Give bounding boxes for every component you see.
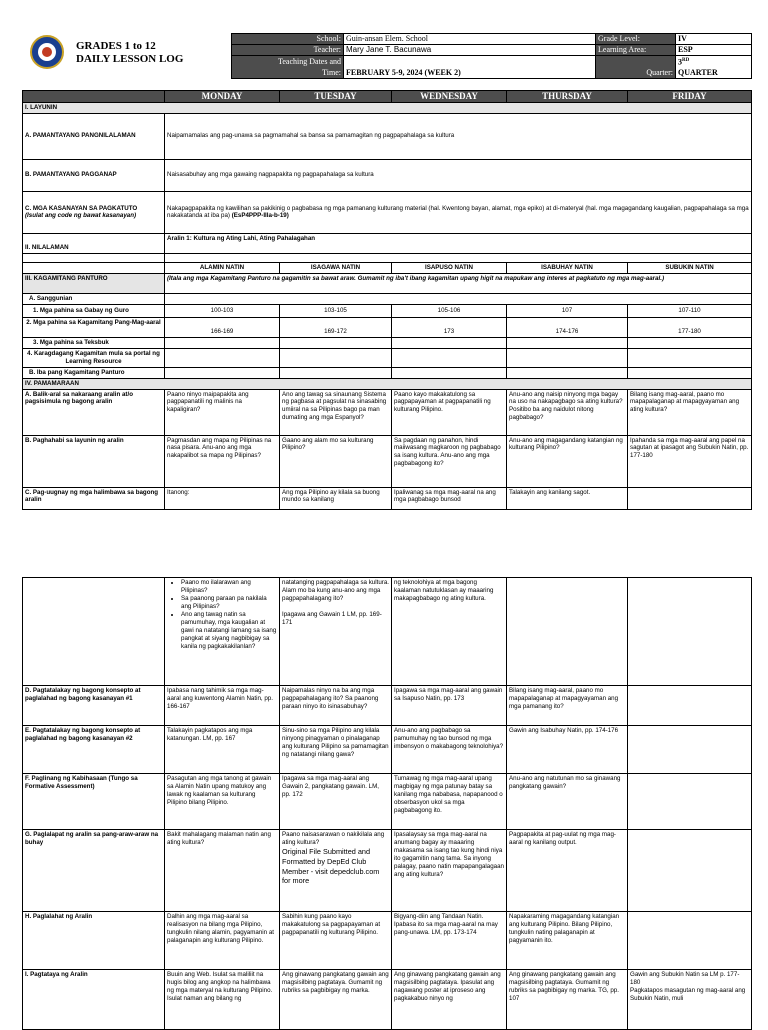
paghahabi-mon: Pagmasdan ang mapa ng Pilipinas na nasa pisara. Anu-ano ang mga nakapalibot sa mapa ng Pilipinas? (165, 435, 280, 487)
area-value: ESP (676, 45, 752, 56)
cont-wed: ng teknolohiya at mga bagong kaalaman natutuklasan ay maaaring makapagbabago ng ating kultura. (392, 578, 507, 686)
section-pamamaraan: IV. PAMAMARAAN (23, 378, 752, 389)
teksbuk-tue (280, 337, 392, 348)
cont-tue-text-2: Ipagawa ang Gawain 1 LM, pp. 169-171 (282, 610, 382, 626)
area-label: Learning Area: (596, 45, 676, 56)
kagamitan-label: III. KAGAMITANG PANTURO (23, 273, 165, 293)
blank-row-cell (23, 253, 165, 262)
cont-fri (628, 578, 752, 686)
day-header-blank (23, 91, 165, 103)
nilalaman-label: II. NILALAMAN (23, 233, 165, 253)
row-e-wed: Anu-ano ang pagbabago sa pamumuhay ng tao bunsod ng mga imbensyon o makabagong teknolohiya? (392, 726, 507, 774)
balik-aral-wed: Paano kayo makakatulong sa pagpapayaman at pagpapanatili ng kulturang Pilipino. (392, 389, 507, 435)
grade-value: IV (676, 34, 752, 45)
pag-uugnay-fri (628, 487, 752, 509)
balik-aral-mon: Paano ninyo maipapakita ang pagpapanatili ng malinis na kapaligiran? (165, 389, 280, 435)
gabay-fri: 107-110 (628, 304, 752, 317)
iba-pang-fri (628, 367, 752, 378)
title-line-2: DAILY LESSON LOG (76, 53, 184, 65)
karagdagang-wed (392, 348, 507, 367)
iba-pang-label: B. Iba pang Kagamitang Panturo (23, 367, 165, 378)
row-d-fri (628, 686, 752, 726)
row-e-fri (628, 726, 752, 774)
row-f-label: F. Paglinang ng Kabihasaan (Tungo sa Formative Assessment) (23, 774, 165, 830)
row-e-label: E. Pagtatalakay ng bagong konsepto at paglalahad ng bagong kasanayan #2 (23, 726, 165, 774)
iba-pang-mon (165, 367, 280, 378)
iba-pang-thu (507, 367, 628, 378)
kasanayan-text: Nakapagpapakita ng kawilihan sa pakikinig o pagbabasa ng mga pamanang kulturang material (hal. Kwentong bayan, alamat, mga epiko) at di-materyal (hal. mga magagandang kaugalian, pagpapahalaga sa mga nakakatanda at iba pa) (167, 204, 749, 220)
row-e-thu: Gawin ang Isabuhay Natin, pp. 174-176 (507, 726, 628, 774)
cont-bullet: • Paano mo ilalarawan ang Pilipinas? (181, 579, 277, 595)
lesson-table-2 (22, 577, 752, 1030)
nilalaman-text: Aralin 1: Kultura ng Ating Lahi, Ating Pahalagahan (165, 233, 752, 253)
kpm-mon: 166-169 (165, 317, 280, 337)
karagdagang-tue (280, 348, 392, 367)
row-i-tue: Ang ginawang pangkatang gawain ang magsisilbing pagtataya. Gumamit ng rubriks sa pagbibigay ng marka. (280, 970, 392, 1030)
kagamitan-note: (Itala ang mga Kagamitang Panturo na gagamitin sa bawat araw. Gumamit ng iba't ibang kagamitan upang higit na mapukaw ang interes at pagkatuto ng mga mag-aaral.) (165, 273, 752, 293)
quarter-label: Quarter: (596, 68, 676, 79)
title-line-1: GRADES 1 to 12 (76, 40, 156, 52)
row-e-tue: Sinu-sino sa mga Pilipino ang kilala ninyong pinagyaman o pinalaganap ang kulturang Pilipino sa pamamagitan ng natatangi nilang gawa? (280, 726, 392, 774)
karagdagang-mon (165, 348, 280, 367)
row-g-mon: Bakit mahalagang malaman natin ang ating kultura? (165, 830, 280, 912)
row-g-fri (628, 830, 752, 912)
teacher-value: Mary Jane T. Bacunawa (344, 45, 596, 56)
lesson-table-1 (22, 90, 752, 510)
teksbuk-label: 3. Mga pahina sa Teksbuk (23, 337, 165, 348)
balik-aral-tue: Ano ang tawag sa sinaunang Sistema ng pagbasa at pagsulat na sinasabing umiiral na sa Pilipinas bago pa man dumating ang mga Espanyol? (280, 389, 392, 435)
kasanayan-label-cell (23, 191, 165, 233)
row-d-wed: Ipagawa sa mga mag-aaral ang gawain sa Isapuso Natin, pp. 173 (392, 686, 507, 726)
kasanayan-sublabel: (Isulat ang code ng bawat kasanayan) (25, 212, 137, 220)
dates-label (232, 56, 344, 79)
row-h-thu: Napakaraming magagandang katangian ang kulturang Pilipino. Bilang Pilipino, tungkulin nating palaganapin at pagyamanin ito. (507, 912, 628, 970)
document-title (76, 40, 183, 66)
row-h-mon: Dalhin ang mga mag-aaral sa realisasyon na bilang mga Pilipino, tungkulin nilang alamin, pagyamanin at palaganapin ang kulturang Pilipino. (165, 912, 280, 970)
row-d-thu: Bilang isang mag-aaral, paano mo mapapalaganap at mapagyayaman ang mga pamanang ito? (507, 686, 628, 726)
school-label: School: (232, 34, 344, 45)
quarter-label-spacer (596, 56, 676, 68)
header-info-table (231, 33, 752, 79)
row-g-thu: Pagpapakita at pag-uulat ng mga mag-aaral ng kanilang output. (507, 830, 628, 912)
row-d-tue: Naipamalas ninyo na ba ang mga pagpapahalagang ito? Sa paanong paraan ninyo ito isinasabuhay? (280, 686, 392, 726)
gabay-wed: 105-106 (392, 304, 507, 317)
balik-aral-fri: Bilang isang mag-aaral, paano mo mapapalaganap at mapagyayaman ang ating kultura? (628, 389, 752, 435)
watermark-note: Original File Submitted and Formatted by DepEd Club Member - visit depedclub.com for more (282, 846, 380, 886)
gabay-mon: 100-103 (165, 304, 280, 317)
pagganap-text: Naisasabuhay ang mga gawaing nagpapakita ng pagpapahalaga sa kultura (165, 159, 752, 191)
row-g-label: G. Paglalapat ng aralin sa pang-araw-araw na buhay (23, 830, 165, 912)
row-i-thu: Ang ginawang pangkatang gawain ang magsisilbing pagtataya. Gumamit ng rubriks sa pagbibigay ng marka. TG, pp. 107 (507, 970, 628, 1030)
karagdagang-thu (507, 348, 628, 367)
row-i-mon: Buuin ang Web. Isulat sa maliliit na hugis bilog ang angkop na halimbawa ng mga materyal na kulturang Pilipino. Isulat naman ang bilang ng (165, 970, 280, 1030)
quarter-num: 3 (678, 57, 682, 67)
kpm-thu: 174-176 (507, 317, 628, 337)
kpm-label: 2. Mga pahina sa Kagamitang Pang-Mag-aaral (23, 317, 165, 337)
paghahabi-label: B. Paghahabi sa layunin ng aralin (23, 435, 165, 487)
dates-label-line-2: Time: (322, 68, 341, 77)
cont-tue-text: natatanging pagpapahalaga sa kultura. Alam mo ba kung anu-ano ang mga pagpapahalagang ito? (282, 579, 389, 602)
row-i-label: I. Pagtataya ng Aralin (23, 970, 165, 1030)
pag-uugnay-tue: Ang mga Pilipino ay kilala sa buong mundo sa kanilang (280, 487, 392, 509)
phase-subukin: SUBUKIN NATIN (628, 262, 752, 273)
row-e-mon: Talakayin pagkatapos ang mga katanungan. LM, pp. 167 (165, 726, 280, 774)
section-layunin: I. LAYUNIN (23, 103, 752, 114)
kasanayan-label: C. MGA KASANAYAN SA PAGKATUTO (25, 204, 138, 212)
lesson-table-page-1 (22, 90, 751, 510)
kpm-tue: 169-172 (280, 317, 392, 337)
kasanayan-code: (EsP4PPP-IIIa-b-19) (231, 212, 289, 220)
pangnilalaman-label: A. PAMANTAYANG PANGNILALAMAN (23, 113, 165, 159)
phase-isabuhay: ISABUHAY NATIN (507, 262, 628, 273)
row-i-fri: Gawin ang Subukin Natin sa LM p. 177-180 Pagkatapos masagutan ng mag-aaral ang Subukin Natin, muli (628, 970, 752, 1030)
row-i-wed: Ang ginawang pangkatang gawain ang magsisilbing pagtataya. Ipasulat ang nagawang poster at iproseso ang pagkakabuo ninyo ng (392, 970, 507, 1030)
pag-uugnay-label: C. Pag-uugnay ng mga halimbawa sa bagong aralin (23, 487, 165, 509)
day-friday: FRIDAY (628, 91, 752, 103)
blank-row-span (165, 253, 752, 262)
day-tuesday: TUESDAY (280, 91, 392, 103)
karagdagang-fri (628, 348, 752, 367)
dates-label-line-1: Teaching Dates and (278, 57, 341, 66)
row-f-thu: Anu-ano ang natutunan mo sa ginawang pangkatang gawain? (507, 774, 628, 830)
document-header (22, 33, 751, 79)
row-h-fri (628, 912, 752, 970)
cont-bullet-list (167, 579, 277, 650)
phase-isapuso: ISAPUSO NATIN (392, 262, 507, 273)
row-g-tue-text: Paano naisasarawan o nakikilala ang ating kultura? (282, 831, 385, 846)
balik-aral-thu: Anu-ano ang naisip ninyong mga bagay na uso na nakapagbago sa ating kultura? Positibo ba ang naidulot nitong pagbabago? (507, 389, 628, 435)
iba-pang-wed (392, 367, 507, 378)
row-d-label: D. Pagtatalakay ng bagong konsepto at paglalahad ng bagong kasanayan #1 (23, 686, 165, 726)
cont-tue (280, 578, 392, 686)
row-g-tue (280, 830, 392, 912)
phase-alamin: ALAMIN NATIN (165, 262, 280, 273)
pag-uugnay-wed: Ipaliwanag sa mga mag-aaral na ang mga pagbabago bunsod (392, 487, 507, 509)
kpm-fri: 177-180 (628, 317, 752, 337)
sanggunian-label: A. Sanggunian (23, 293, 165, 304)
pag-uugnay-thu: Talakayin ang kanilang sagot. (507, 487, 628, 509)
teksbuk-wed (392, 337, 507, 348)
paghahabi-wed: Sa pagdaan ng panahon, hindi maiiwasang magkaroon ng pagbabago sa isang kultura. Anu-ano ang mga pagbabagong ito? (392, 435, 507, 487)
balik-aral-label: A. Balik-aral sa nakaraang aralin at/o pagsisimula ng bagong aralin (23, 389, 165, 435)
quarter-word: QUARTER (676, 68, 752, 79)
cont-mon (165, 578, 280, 686)
cont-thu (507, 578, 628, 686)
day-monday: MONDAY (165, 91, 280, 103)
row-f-mon: Pasagutan ang mga tanong at gawain sa Alamin Natin upang matukoy ang lawak ng kaalaman sa kulturang Pilipino bilang Pilipino. (165, 774, 280, 830)
kasanayan-text-cell (165, 191, 752, 233)
deped-seal-icon (30, 35, 64, 69)
iba-pang-tue (280, 367, 392, 378)
row-h-tue: Sabihin kung paano kayo makakatulong sa pagpapayaman at pagpapanatili ng kulturang Pilipino. (280, 912, 392, 970)
day-wednesday: WEDNESDAY (392, 91, 507, 103)
phase-label-blank (23, 262, 165, 273)
phase-isagawa: ISAGAWA NATIN (280, 262, 392, 273)
quarter-number (676, 56, 752, 68)
cont-bullet: • Sa paanong paraan pa nakilala ang Pilipinas? (181, 595, 277, 611)
gabay-label: 1. Mga pahina sa Gabay ng Guro (23, 304, 165, 317)
dates-value: FEBRUARY 5-9, 2024 (WEEK 2) (344, 56, 596, 79)
teksbuk-mon (165, 337, 280, 348)
teksbuk-fri (628, 337, 752, 348)
pagganap-label: B. PAMANTAYANG PAGGANAP (23, 159, 165, 191)
cont-label-blank (23, 578, 165, 686)
row-d-mon: Ipabasa nang tahimik sa mga mag-aaral ang kuwentong Alamin Natin, pp. 166-167 (165, 686, 280, 726)
paghahabi-fri: Ipahanda sa mga mag-aaral ang papel na sagutan at ipasagot ang Subukin Natin, pp. 177-180 (628, 435, 752, 487)
pangnilalaman-text: Naipamamalas ang pag-unawa sa pagmamahal sa bansa sa pamamagitan ng pagpapahalaga sa kultura (165, 113, 752, 159)
school-value: Guin-ansan Elem. School (344, 34, 596, 45)
day-header-row (23, 91, 752, 103)
paghahabi-thu: Anu-ano ang magagandang katangian ng kulturang Pilipino? (507, 435, 628, 487)
kpm-wed: 173 (392, 317, 507, 337)
paghahabi-tue: Gaano ang alam mo sa kulturang Pilipino? (280, 435, 392, 487)
lesson-table-page-2 (22, 577, 751, 1030)
teksbuk-thu (507, 337, 628, 348)
pag-uugnay-mon: Itanong: (165, 487, 280, 509)
sanggunian-span (165, 293, 752, 304)
row-h-wed: Bigyang-diin ang Tandaan Natin. Ipabasa ito sa mga mag-aaral na may pang-unawa. LM, pp. 173-174 (392, 912, 507, 970)
gabay-thu: 107 (507, 304, 628, 317)
quarter-sup: RD (682, 58, 690, 63)
cont-bullet: • Ano ang tawag natin sa pamumuhay, mga kaugalian at gawi na natatangi lamang sa isang pangkat at siyang nagbibigay sa kanila ng pagkakakilanlan? (181, 611, 277, 651)
row-f-tue: Ipagawa sa mga mag-aaral ang Gawain 2, pangkatang gawain. LM, pp. 172 (280, 774, 392, 830)
teacher-label: Teacher: (232, 45, 344, 56)
karagdagang-label: 4. Karagdagang Kagamitan mula sa portal ng Learning Resource (23, 348, 165, 367)
row-f-fri (628, 774, 752, 830)
row-h-label: H. Paglalahat ng Aralin (23, 912, 165, 970)
day-thursday: THURSDAY (507, 91, 628, 103)
grade-label: Grade Level: (596, 34, 676, 45)
row-f-wed: Tumawag ng mga mag-aaral upang magbigay ng mga patunay batay sa kanilang mga nababasa, napapanood o obserbasyon ukol sa mga pagbabagong ito. (392, 774, 507, 830)
row-g-wed: Ipasalaysay sa mga mag-aaral na anumang bagay ay maaaring makasama sa isang tao kung hindi niya ito gagamitin nang tama. Sa inyong palagay, paano natin mapapangalagaan ang ating kultura? (392, 830, 507, 912)
gabay-tue: 103-105 (280, 304, 392, 317)
